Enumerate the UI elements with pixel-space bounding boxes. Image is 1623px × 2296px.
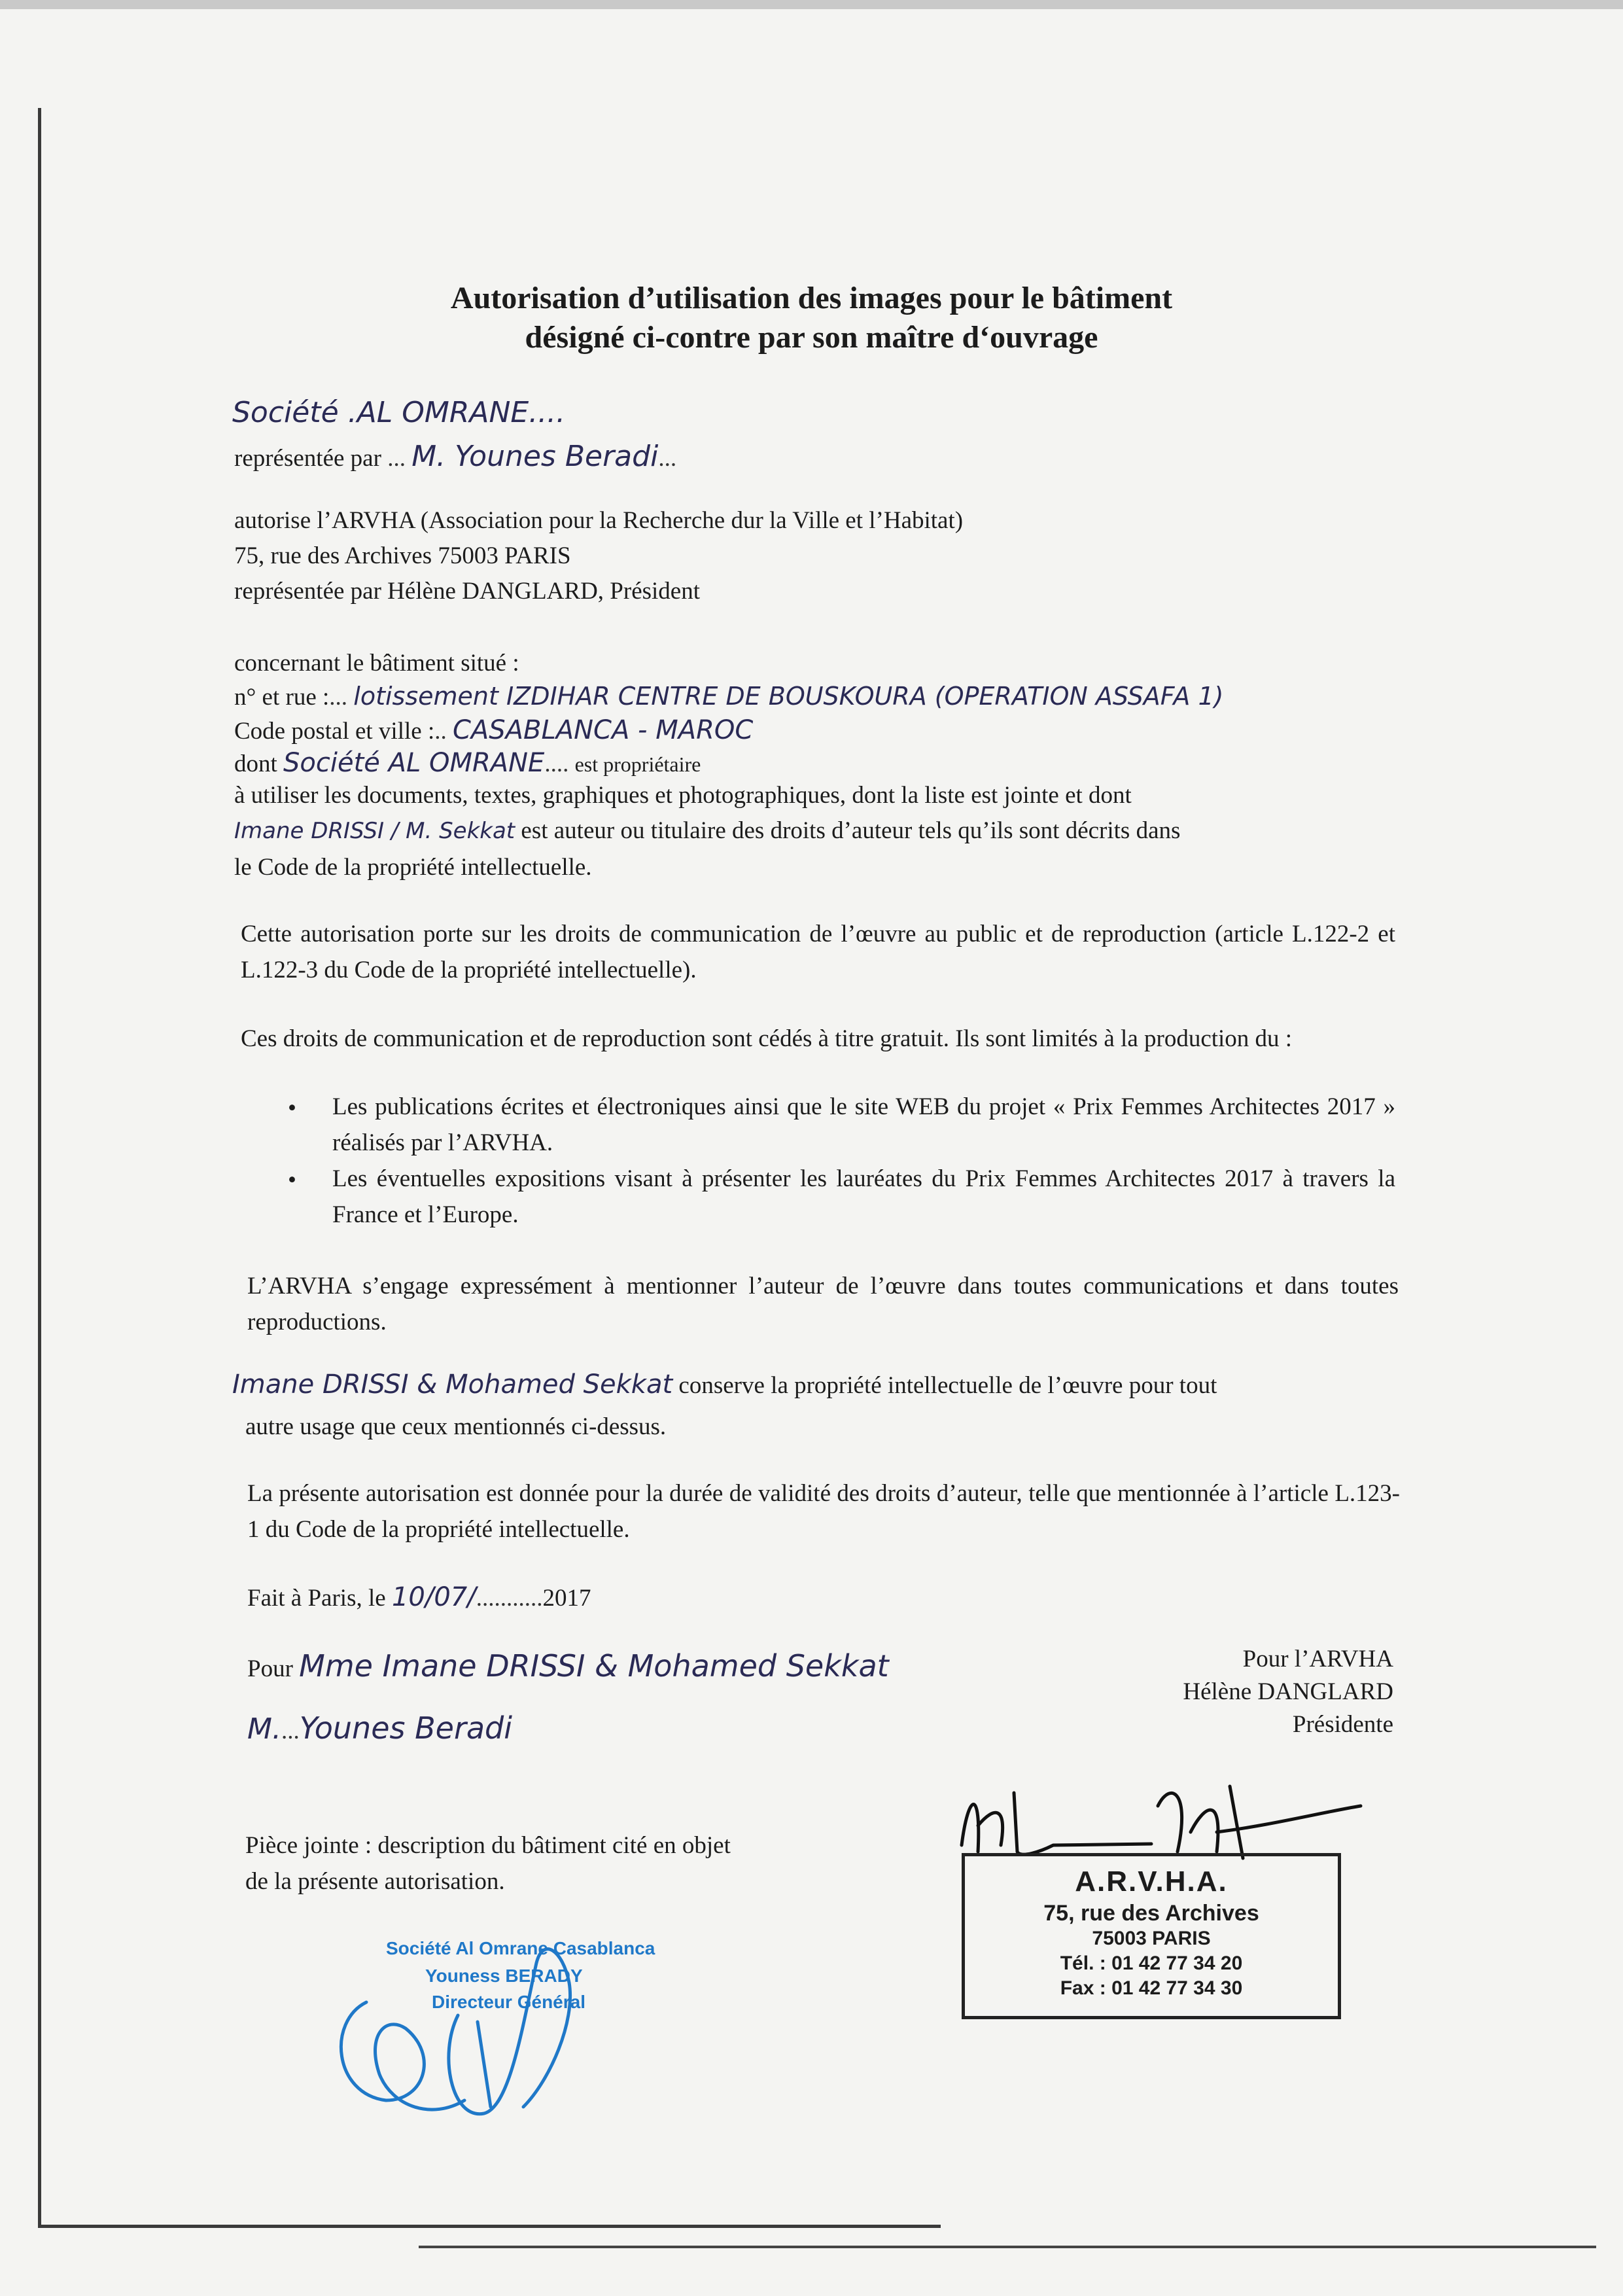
stamp-tel: Tél. : 01 42 77 34 20 (1060, 1952, 1243, 1974)
postal-handwritten: CASABLANCA - MAROC (452, 715, 754, 745)
keeps-handwritten: Imane DRISSI & Mohamed Sekkat (232, 1369, 673, 1400)
date-handwritten: 10/07/ (391, 1582, 476, 1612)
signing-date: Fait à Paris, le 10/07/...........2017 (247, 1582, 591, 1612)
seal-line3: Directeur Général (432, 1992, 585, 2012)
authorizes-line1: autorise l’ARVHA (Association pour la Recherche dur la Ville et l’Habitat) (234, 507, 964, 534)
seal-line2: Youness BERADY (425, 1966, 583, 1986)
arvha-pour: Pour l’ARVHA (1242, 1646, 1393, 1672)
street-handwritten: lotissement IZDIHAR CENTRE DE BOUSKOURA (OPERATION ASSAFA 1) (353, 682, 1224, 711)
building-concerning: concernant le bâtiment situé : (234, 650, 519, 677)
scan-edge (0, 0, 1623, 9)
document-title-line2: désigné ci-contre par son maître d‘ouvrage (525, 320, 1098, 355)
bottom-rule (419, 2246, 1596, 2248)
signing-pour: Pour Mme Imane DRISSI & Mohamed Sekkat (247, 1648, 889, 1684)
keeps-line2: autre usage que ceux mentionnés ci-dessus. (245, 1413, 667, 1440)
bullet-2-marker: • (288, 1167, 296, 1193)
stamp-city: 75003 PARIS (1092, 1928, 1211, 1949)
author-handwritten: Imane DRISSI / M. Sekkat (234, 818, 515, 844)
validity-paragraph: La présente autorisation est donnée pour la durée de validité des droits d’auteur, telle que mentionnée à l’article L.123-1 du Code de la propriété intellectuelle. (247, 1480, 1400, 1543)
bullet-1-text: Les publications écrites et électroniques ainsi que le site WEB du projet « Prix Femmes Architectes 2017 » réalisés par l’ARVHA. (332, 1093, 1395, 1156)
left-margin-line (38, 108, 41, 2228)
building-street: n° et rue :... lotissement IZDIHAR CENTRE DE BOUSKOURA (OPERATION ASSAFA 1) (234, 682, 1224, 711)
represented-label: représentée par (234, 445, 381, 472)
bullet-1-marker: • (288, 1095, 296, 1122)
authorizes-line2: 75, rue des Archives 75003 PARIS (234, 542, 571, 569)
represented-handwritten: M. Younes Beradi (411, 440, 659, 473)
mention-paragraph: L’ARVHA s’engage expressément à mentionner l’auteur de l’œuvre dans toutes communications et dans toutes reproductions. (247, 1273, 1399, 1335)
signing-mr: M....Younes Beradi (247, 1710, 513, 1746)
bullet-2-text: Les éventuelles expositions visant à présenter les lauréates du Prix Femmes Architectes 2017 à travers la France et l’Europe. (332, 1165, 1395, 1228)
building-owner: dont Société AL OMRANE.... est propriétaire (234, 748, 701, 778)
owner-company-handwritten: Société .AL OMRANE.... (232, 396, 566, 429)
attachment-line2: de la présente autorisation. (245, 1868, 505, 1895)
arvha-role: Présidente (1292, 1711, 1393, 1738)
mr-handwritten: Younes Beradi (299, 1710, 513, 1746)
author-line: Imane DRISSI / M. Sekkat est auteur ou titulaire des droits d’auteur tels qu’ils sont décrits dans (234, 817, 1181, 844)
arvha-name: Hélène DANGLARD (1183, 1678, 1393, 1705)
owner-represented: représentée par ... M. Younes Beradi... (234, 440, 677, 473)
rights-scope-paragraph: Cette autorisation porte sur les droits de communication de l’œuvre au public et de reproduction (article L.122-2 et L.122-3 du Code de la propriété intellectuelle). (241, 921, 1395, 983)
keeps-line: Imane DRISSI & Mohamed Sekkat conserve la propriété intellectuelle de l’œuvre pour tout (232, 1369, 1217, 1400)
seal-line1: Société Al Omrane Casablanca (386, 1938, 655, 1958)
stamp-name: A.R.V.H.A. (1075, 1865, 1228, 1898)
stamp-street: 75, rue des Archives (1043, 1901, 1259, 1926)
company-seal (327, 1924, 693, 2133)
building-postal: Code postal et ville :.. CASABLANCA - MAROC (234, 715, 754, 745)
attachment-line1: Pièce jointe : description du bâtiment cité en objet (245, 1832, 731, 1859)
stamp-fax: Fax : 01 42 77 34 30 (1060, 1977, 1243, 1999)
use-line: à utiliser les documents, textes, graphiques et photographiques, dont la liste est jointe et dont (234, 782, 1132, 809)
pour-handwritten: Mme Imane DRISSI & Mohamed Sekkat (299, 1648, 889, 1684)
building-owner-handwritten: Société AL OMRANE (283, 748, 545, 778)
bottom-margin-line (38, 2225, 941, 2228)
author-line2: le Code de la propriété intellectuelle. (234, 854, 592, 881)
free-rights-paragraph: Ces droits de communication et de reproduction sont cédés à titre gratuit. Ils sont limités à la production du : (241, 1025, 1293, 1052)
arvha-stamp (962, 1853, 1341, 2019)
owner-company (232, 396, 565, 429)
document-title-line1: Autorisation d’utilisation des images pour le bâtiment (450, 281, 1173, 315)
authorizes-line3: représentée par Hélène DANGLARD, Président (234, 578, 700, 605)
